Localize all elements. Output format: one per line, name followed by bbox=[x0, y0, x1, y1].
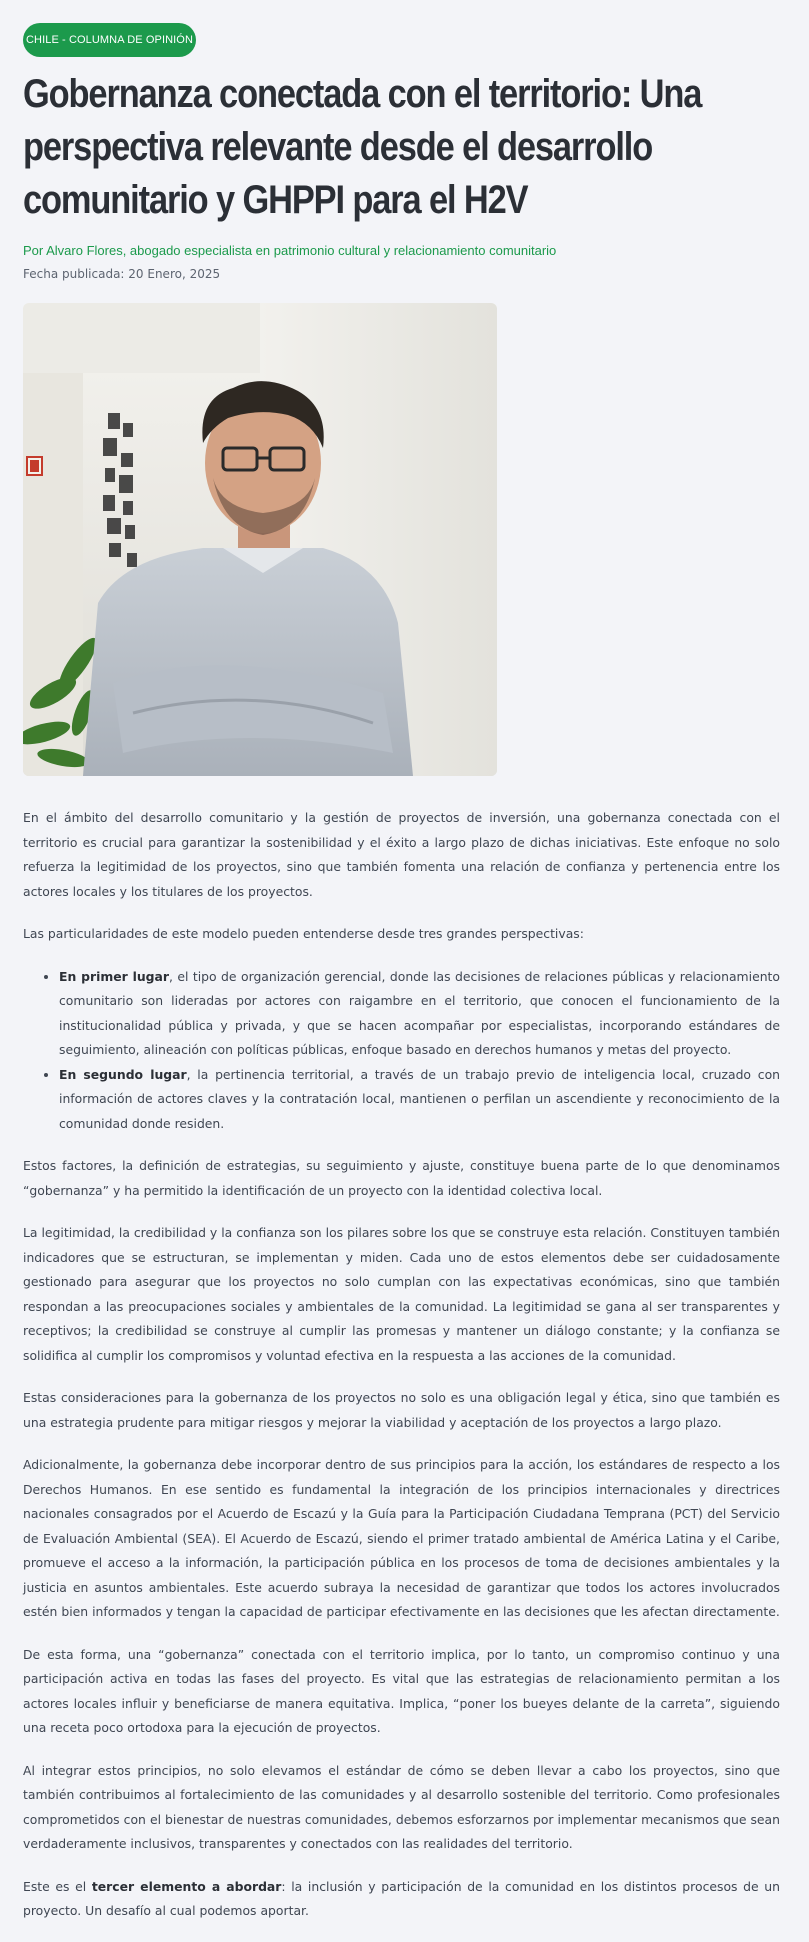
perspectives-list bbox=[23, 965, 780, 1137]
list-item-text: , el tipo de organización gerencial, donde las decisiones de relaciones públicas y relacionamiento comunitario son lideradas por actores con raigambre en el territorio, que conocen el funcionamiento de la institucionalidad pública y privada, y que se hacen acompañar por especialistas, incorporando estándares de seguimiento, alineación con políticas públicas, enfoque basado en derechos humanos y metas del proyecto. bbox=[59, 968, 780, 1057]
list-item-lead: En primer lugar bbox=[59, 968, 169, 984]
publication-date: Fecha publicada: 20 Enero, 2025 bbox=[23, 267, 221, 281]
paragraph: Estas consideraciones para la gobernanza de los proyectos no solo es una obligación legal y ética, sino que también es una estrategia prudente para mitigar riesgos y mejorar la viabilidad y aceptación de los proyectos a largo plazo. bbox=[23, 1390, 780, 1430]
list-item bbox=[59, 965, 780, 1063]
category-badge[interactable]: CHILE - COLUMNA DE OPINIÓN bbox=[23, 23, 196, 57]
paragraph-text: : la inclusión y participación de la comunidad en los distintos procesos de un proyecto. Un desafío al cual podemos aportar. bbox=[23, 1878, 780, 1918]
list-item-text: , la pertinencia territorial, a través de un trabajo previo de inteligencia local, cruzado con información de actores claves y la contratación local, mantienen o perfilan un ascendiente y reconocimiento de la comunidad donde residen. bbox=[59, 1066, 781, 1131]
paragraph: Las particularidades de este modelo pueden entenderse desde tres grandes perspectivas: bbox=[23, 926, 584, 941]
author-byline: Por Alvaro Flores, abogado especialista en patrimonio cultural y relacionamiento comunitario bbox=[23, 243, 557, 258]
article-body bbox=[23, 806, 780, 1942]
paragraph: Adicionalmente, la gobernanza debe incorporar dentro de sus principios para la acción, los estándares de respecto a los Derechos Humanos. En ese sentido es fundamental la integración de los principios internacionales y directrices nacionales consagrados por el Acuerdo de Escazú y la Guía para la Participación Ciudadana Temprana (PCT) del Servicio de Evaluación Ambiental (SEA). El Acuerdo de Escazú, siendo el primer tratado ambiental de América Latina y el Caribe, promueve el acceso a la información, la participación pública en los procesos de toma de decisiones ambientales y la justicia en asuntos ambientales. Este acuerdo subraya la necesidad de garantizar que todos los actores involucrados estén bien informados y tengan la capacidad de participar efectivamente en las decisiones que les afectan directamente. bbox=[23, 1457, 780, 1619]
paragraph-emphasis: tercer elemento a abordar bbox=[91, 1878, 282, 1894]
paragraph: Estos factores, la definición de estrategias, su seguimiento y ajuste, constituye buena parte de lo que denominamos “gobernanza” y ha permitido la identificación de un proyecto con la identidad colectiva local. bbox=[23, 1158, 780, 1198]
author-photo bbox=[23, 303, 497, 776]
list-item bbox=[59, 1063, 780, 1137]
paragraph-text: Este es el bbox=[23, 1878, 92, 1894]
paragraph: La legitimidad, la credibilidad y la confianza son los pilares sobre los que se construye esta relación. Constituyen también indicadores que se estructuran, se implementan y miden. Cada uno de estos elementos debe ser cuidadosamente gestionado para asegurar que los proyectos no solo cumplan con las expectativas económicas, sino que también respondan a las preocupaciones sociales y ambientales de la comunidad. La legitimidad se gana al ser transparentes y receptivos; la credibilidad se construye al cumplir las promesas y mantener un diálogo constante; y la confianza se solidifica al cumplir los compromisos y voluntad efectiva en la respuesta a las acciones de la comunidad. bbox=[23, 1225, 780, 1363]
paragraph: De esta forma, una “gobernanza” conectada con el territorio implica, por lo tanto, un compromiso continuo y una participación activa en todas las fases del proyecto. Es vital que las estrategias de relacionamiento permitan a los actores locales influir y beneficiarse de manera equitativa. Implica, “poner los bueyes delante de la carreta”, siguiendo una receta poco ortodoxa para la ejecución de proyectos. bbox=[23, 1646, 780, 1735]
paragraph bbox=[23, 1875, 780, 1924]
list-item-lead: En segundo lugar bbox=[59, 1066, 187, 1082]
paragraph: Al integrar estos principios, no solo elevamos el estándar de cómo se deben llevar a cabo los proyectos, sino que también contribuimos al fortalecimiento de las comunidades y al desarrollo sostenible del territorio. Como profesionales comprometidos con el bienestar de nuestras comunidades, debemos esforzarnos por implementar mecanismos que sean verdaderamente inclusivos, transparentes y conectados con las realidades del territorio. bbox=[23, 1762, 780, 1851]
paragraph: En el ámbito del desarrollo comunitario y la gestión de proyectos de inversión, una gobernanza conectada con el territorio es crucial para garantizar la sostenibilidad y el éxito a largo plazo de dichas iniciativas. Este enfoque no solo refuerza la legitimidad de los proyectos, sino que también fomenta una relación de confianza y pertenencia entre los actores locales y los titulares de los proyectos. bbox=[23, 810, 780, 899]
article-title: Gobernanza conectada con el territorio: Una perspectiva relevante desde el desarrollo comunitario y GHPPI para el H2V bbox=[23, 72, 702, 222]
